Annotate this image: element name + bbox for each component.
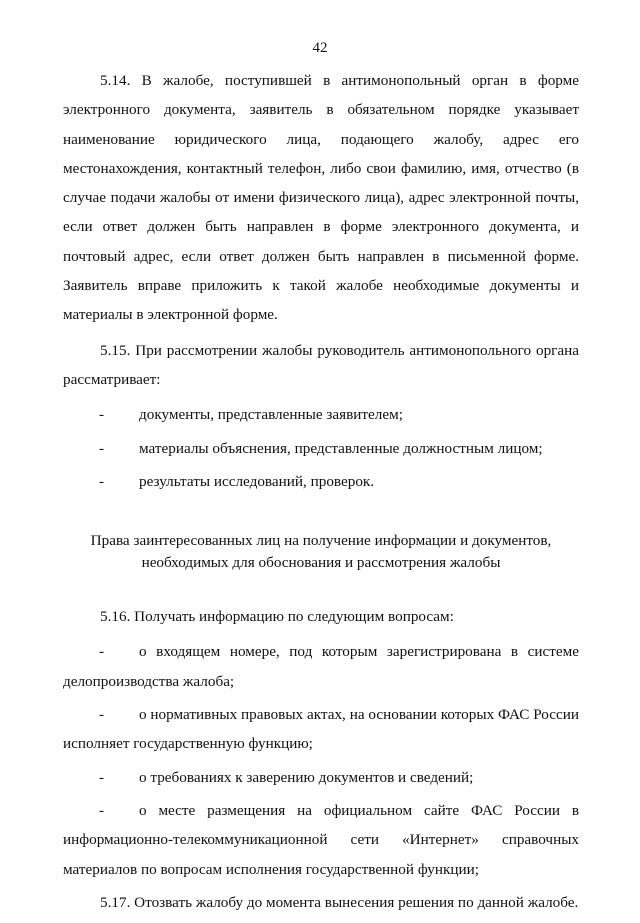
list-item-text: о нормативных правовых актах, на основании которых ФАС России исполняет государственную функцию; [63,706,579,753]
section-heading-line-1: Права заинтересованных лиц на получение информации и документов, [90,532,552,550]
list-item [63,637,579,696]
list-item-text: материалы объяснения, представленные должностным лицом; [139,439,543,457]
paragraph-5-17: 5.17. Отозвать жалобу до момента вынесения решения по данной жалобе. [100,893,579,911]
list-dash: - [99,768,105,786]
list-item-text: о требованиях к заверению документов и сведений; [139,768,474,786]
list-dash: - [99,801,105,819]
list-item-text: результаты исследований, проверок. [139,472,375,490]
list-item [63,400,579,429]
list-dash: - [99,643,105,661]
list-item-text: о входящем номере, под которым зарегистрирована в системе делопроизводства жалоба; [63,643,579,690]
list-item [63,796,579,884]
list-5-15 [63,400,579,496]
list-item [63,763,579,792]
document-body [63,66,579,923]
list-5-16 [63,637,579,883]
paragraph-5-15: 5.15. При рассмотрении жалобы руководитель антимонопольного органа рассматривает: [63,341,579,388]
section-heading-line-2: необходимых для обоснования и рассмотрения жалобы [141,554,501,572]
list-item [63,700,579,759]
paragraph-5-14: 5.14. В жалобе, поступившей в антимонопольный орган в форме электронного документа, заявитель в обязательном порядке указывает наименование юридического лица, подающего жалобу, адрес его местонахождения, контактный телефон, либо свои фамилию, имя, отчество (в случае подачи жалобы от имени физического лица), адрес электронной почты, если ответ должен быть направлен в форме электронного документа, и почтовый адрес, если ответ должен быть направлен в письменной форме. Заявитель вправе приложить к такой жалобе необходимые документы и материалы в электронной форме. [63,72,579,324]
list-dash: - [99,406,105,424]
paragraph-5-16: 5.16. Получать информацию по следующим вопросам: [100,608,454,626]
list-item [63,434,579,463]
list-item-text: о месте размещения на официальном сайте ФАС России в информационно-телекоммуникационной сети «Интернет» справочных материалов по вопросам исполнения государственной функции; [63,801,579,878]
page-number: 42 [312,40,328,56]
list-dash: - [99,439,105,457]
list-dash: - [99,706,105,724]
list-item [63,467,579,496]
list-item-text: документы, представленные заявителем; [139,406,403,424]
list-dash: - [99,472,105,490]
section-heading [63,530,579,574]
